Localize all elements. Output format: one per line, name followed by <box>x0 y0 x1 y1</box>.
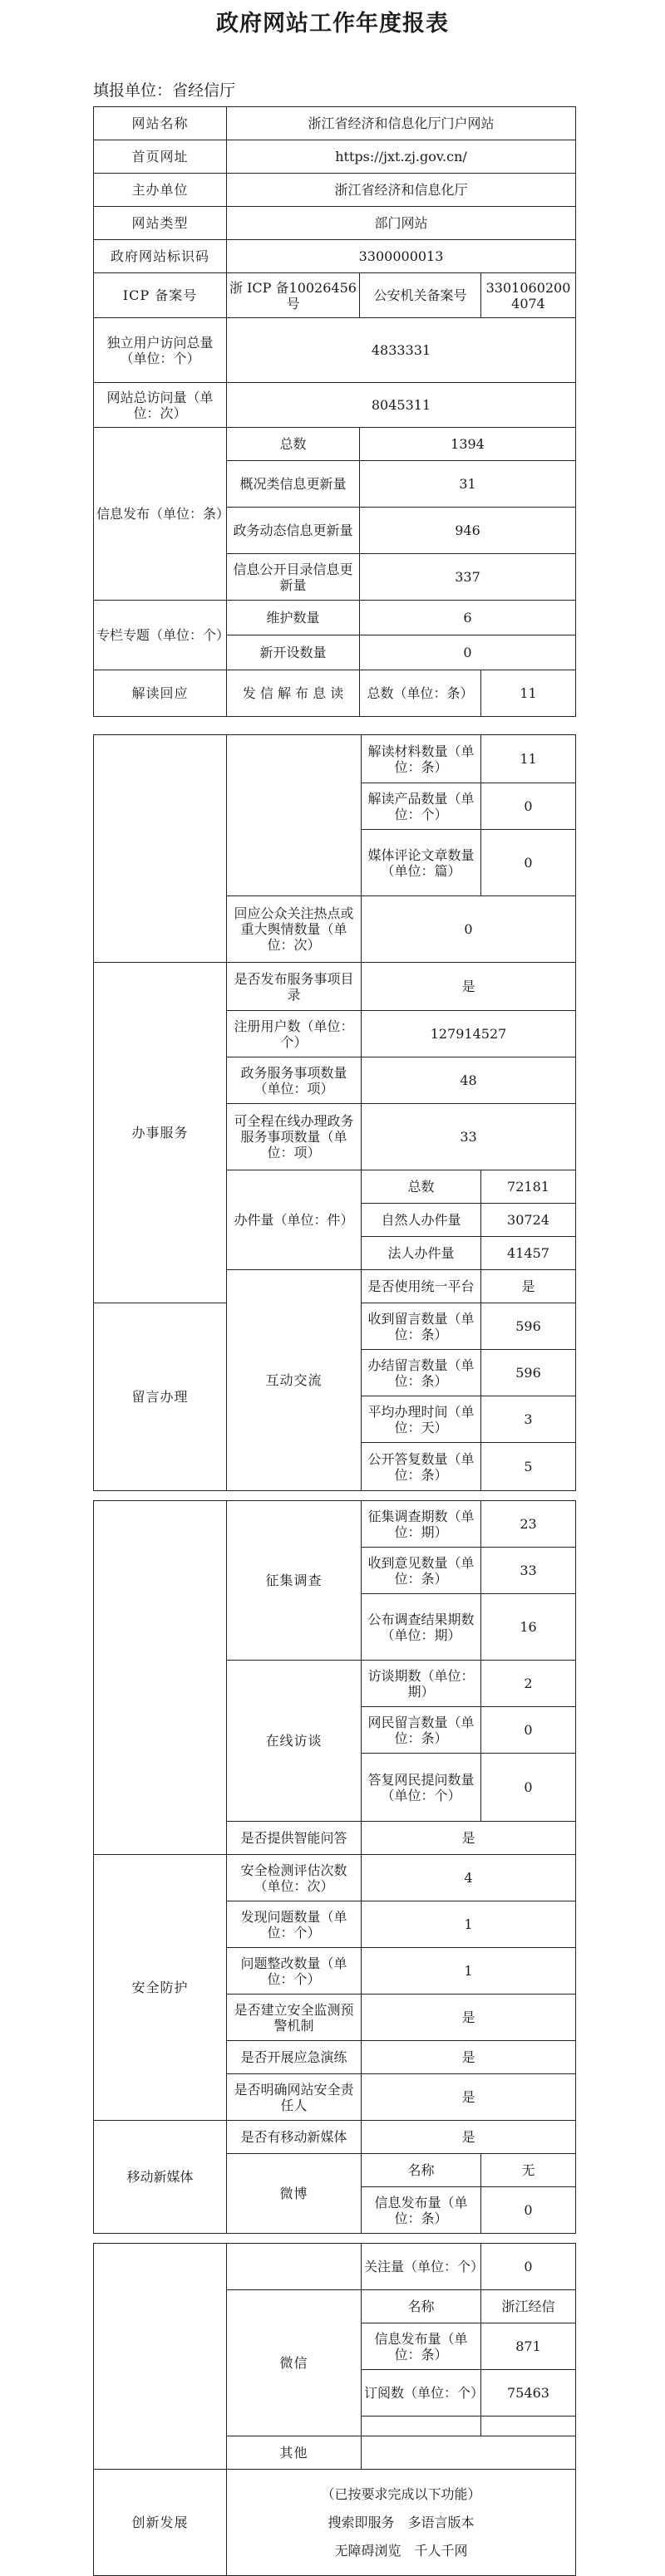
innov-line-1: （已按要求完成以下功能） <box>321 2485 481 2502</box>
icp-label: ICP 备案号 <box>94 273 227 318</box>
msg-pub-value: 5 <box>481 1443 576 1491</box>
sv-count-value: 23 <box>481 1501 576 1548</box>
media-value: 0 <box>481 830 576 896</box>
innov-line-3: 无障碍浏览 千人千网 <box>334 2542 468 2559</box>
mobile-has-value: 是 <box>362 2121 576 2154</box>
wx-posts-label: 信息发布量（单位：条） <box>362 2323 481 2370</box>
column-new-label: 新开设数量 <box>227 635 360 670</box>
msg-recv-label: 收到留言数量（单位：条） <box>362 1303 481 1350</box>
users-label: 注册用户数（单位：个） <box>227 1011 362 1057</box>
interaction-security-table <box>93 1500 576 2234</box>
innov-value <box>227 2470 576 2576</box>
iv-msg-label: 网民留言数量（单位：条） <box>362 1707 481 1754</box>
info-affairs-value: 946 <box>360 508 576 554</box>
sv-count-label: 征集调查期数（单位：期） <box>362 1501 481 1548</box>
column-new-value: 0 <box>360 635 576 670</box>
cases-total-label: 总数 <box>362 1170 481 1204</box>
iv-ans-value: 0 <box>481 1754 576 1822</box>
other-label: 其他 <box>227 2436 362 2470</box>
service-table <box>93 734 576 1491</box>
wx-extra-value <box>481 2417 576 2436</box>
info-overview-value: 31 <box>360 461 576 508</box>
msg-done-label: 办结留言数量（单位：条） <box>362 1350 481 1396</box>
iv-count-value: 2 <box>481 1661 576 1707</box>
wb-name-value: 无 <box>481 2154 576 2187</box>
sec-resp-value: 是 <box>362 2074 576 2121</box>
column-label: 专栏专题（单位：个） <box>94 601 227 670</box>
uv-value: 4833331 <box>227 318 576 383</box>
home-url-value[interactable]: https://jxt.zj.gov.cn/ <box>227 140 576 174</box>
column-maintain-value: 6 <box>360 601 576 635</box>
interp-cont-sub <box>227 735 362 896</box>
iv-ans-label: 答复网民提问数量（单位：个） <box>362 1754 481 1822</box>
wb-cont-cell <box>227 2244 362 2290</box>
pv-label: 网站总访问量（单位：次） <box>94 383 227 428</box>
site-code-value: 3300000013 <box>227 240 576 273</box>
online-value: 33 <box>362 1104 576 1170</box>
unified-label: 是否使用统一平台 <box>362 1270 481 1303</box>
msg-pub-label: 公开答复数量（单位：条） <box>362 1443 481 1491</box>
sv-opinion-label: 收到意见数量（单位：条） <box>362 1548 481 1594</box>
catalog-value: 是 <box>362 963 576 1011</box>
prod-label: 解读产品数量（单位：个） <box>362 783 481 830</box>
sec-drill-label: 是否开展应急演练 <box>227 2041 362 2074</box>
wx-name-label: 名称 <box>362 2290 481 2323</box>
sv-result-value: 16 <box>481 1594 576 1661</box>
msg-done-value: 596 <box>481 1350 576 1396</box>
sec-found-label: 发现问题数量（单位：个） <box>227 1901 362 1948</box>
wx-name-value: 浙江经信 <box>481 2290 576 2323</box>
service-label: 办事服务 <box>94 963 227 1303</box>
interp-publish-label: 发 信 解 布 息 读 <box>227 670 360 717</box>
interact-cont-cell <box>94 1501 227 1855</box>
respond-value: 0 <box>362 896 576 963</box>
interview-label: 在线访谈 <box>227 1661 362 1822</box>
interp-total-value: 11 <box>481 670 576 717</box>
police-label: 公安机关备案号 <box>360 273 481 318</box>
site-name-label: 网站名称 <box>94 107 227 140</box>
cases-legal-label: 法人办件量 <box>362 1237 481 1270</box>
wb-name-label: 名称 <box>362 2154 481 2187</box>
iv-count-label: 访谈期数（单位：期） <box>362 1661 481 1707</box>
wb-posts-value: 0 <box>481 2187 576 2234</box>
host-label: 主办单位 <box>94 174 227 207</box>
smart-label: 是否提供智能问答 <box>227 1822 362 1855</box>
site-code-label: 政府网站标识码 <box>94 240 227 273</box>
sec-fixed-label: 问题整改数量（单位：个） <box>227 1948 362 1995</box>
interp-label: 解读回应 <box>94 670 227 717</box>
interp-total-label: 总数（单位：条） <box>360 670 481 717</box>
mat-value: 11 <box>481 735 576 783</box>
info-total-label: 总数 <box>227 428 360 461</box>
pv-value: 8045311 <box>227 383 576 428</box>
wx-extra-label <box>362 2417 481 2436</box>
interp-cont-cell <box>94 735 227 963</box>
wx-subs-label: 订阅数（单位：个） <box>362 2370 481 2417</box>
info-public-label: 信息公开目录信息更新量 <box>227 554 360 601</box>
media-label: 媒体评论文章数量（单位：篇） <box>362 830 481 896</box>
wb-follow-value: 0 <box>481 2244 576 2290</box>
sec-resp-label: 是否明确网站安全责任人 <box>227 2074 362 2121</box>
site-name-value: 浙江省经济和信息化厅门户网站 <box>227 107 576 140</box>
site-type-label: 网站类型 <box>94 207 227 240</box>
info-overview-label: 概况类信息更新量 <box>227 461 360 508</box>
cases-person-label: 自然人办件量 <box>362 1204 481 1237</box>
sv-opinion-value: 33 <box>481 1548 576 1594</box>
sec-drill-value: 是 <box>362 2041 576 2074</box>
cases-legal-value: 41457 <box>481 1237 576 1270</box>
cases-person-value: 30724 <box>481 1204 576 1237</box>
wechat-label: 微信 <box>227 2290 362 2436</box>
column-maintain-label: 维护数量 <box>227 601 360 635</box>
prod-value: 0 <box>481 783 576 830</box>
security-label: 安全防护 <box>94 1855 227 2121</box>
filler-unit: 填报单位：省经信厅 <box>93 81 236 100</box>
mobile-cont-cell <box>94 2244 227 2470</box>
wx-subs-value: 75463 <box>481 2370 576 2417</box>
uv-label: 独立用户访问总量（单位：个） <box>94 318 227 383</box>
sec-found-value: 1 <box>362 1901 576 1948</box>
sec-fixed-value: 1 <box>362 1948 576 1995</box>
innov-label: 创新发展 <box>94 2470 227 2576</box>
msg-time-label: 平均办理时间（单位：天） <box>362 1396 481 1443</box>
sec-warn-value: 是 <box>362 1995 576 2041</box>
media-innovation-table <box>93 2243 576 2576</box>
mobile-label: 移动新媒体 <box>94 2121 227 2234</box>
wb-posts-label: 信息发布量（单位：条） <box>362 2187 481 2234</box>
msg-time-value: 3 <box>481 1396 576 1443</box>
unified-value: 是 <box>481 1270 576 1303</box>
mat-label: 解读材料数量（单位：条） <box>362 735 481 783</box>
survey-label: 征集调查 <box>227 1501 362 1661</box>
info-affairs-label: 政务动态信息更新量 <box>227 508 360 554</box>
sec-warn-label: 是否建立安全监测预警机制 <box>227 1995 362 2041</box>
wx-posts-value: 871 <box>481 2323 576 2370</box>
other-value <box>362 2436 576 2470</box>
msg-label: 留言办理 <box>94 1303 227 1491</box>
icp-value: 浙 ICP 备10026456 号 <box>227 273 360 318</box>
catalog-label: 是否发布服务事项目录 <box>227 963 362 1011</box>
items-label: 政务服务事项数量（单位：项） <box>227 1057 362 1104</box>
basic-info-table <box>93 106 576 717</box>
sec-eval-label: 安全检测评估次数（单位：次） <box>227 1855 362 1901</box>
site-type-value: 部门网站 <box>227 207 576 240</box>
mobile-has-label: 是否有移动新媒体 <box>227 2121 362 2154</box>
sec-eval-value: 4 <box>362 1855 576 1901</box>
online-label: 可全程在线办理政务服务事项数量（单位：项） <box>227 1104 362 1170</box>
host-value: 浙江省经济和信息化厅 <box>227 174 576 207</box>
page-title: 政府网站工作年度报表 <box>216 11 449 37</box>
wb-follow-label: 关注量（单位：个） <box>362 2244 481 2290</box>
items-value: 48 <box>362 1057 576 1104</box>
police-value: 33010602004074 <box>481 273 576 318</box>
home-url-label: 首页网址 <box>94 140 227 174</box>
info-label: 信息发布（单位：条） <box>94 428 227 601</box>
smart-value: 是 <box>362 1822 576 1855</box>
iv-msg-value: 0 <box>481 1707 576 1754</box>
users-value: 127914527 <box>362 1011 576 1057</box>
info-public-value: 337 <box>360 554 576 601</box>
interact-label: 互动交流 <box>227 1270 362 1491</box>
cases-label: 办件量（单位：件） <box>227 1170 362 1270</box>
sv-result-label: 公布调查结果期数（单位：期） <box>362 1594 481 1661</box>
innov-line-2: 搜索即服务 多语言版本 <box>328 2514 475 2530</box>
weibo-label: 微博 <box>227 2154 362 2234</box>
msg-recv-value: 596 <box>481 1303 576 1350</box>
cases-total-value: 72181 <box>481 1170 576 1204</box>
info-total-value: 1394 <box>360 428 576 461</box>
respond-label: 回应公众关注热点或重大舆情数量（单位：次） <box>227 896 362 963</box>
